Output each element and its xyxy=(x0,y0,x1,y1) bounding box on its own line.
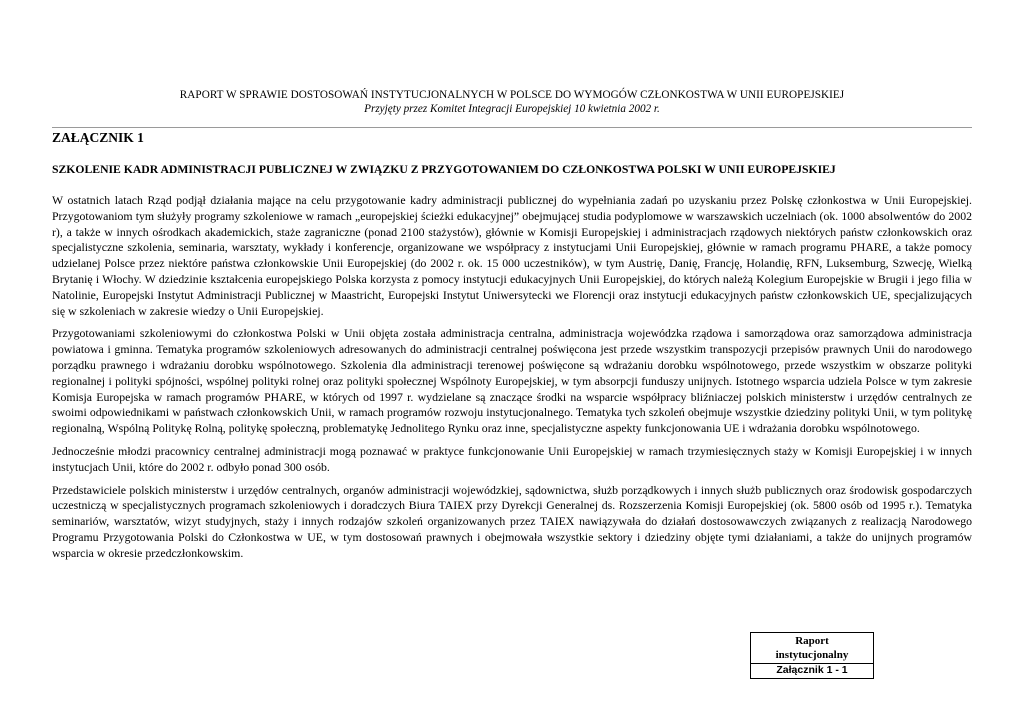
stamp-title xyxy=(751,633,873,663)
stamp-line-2: instytucjonalny xyxy=(775,649,849,661)
section-title: SZKOLENIE KADR ADMINISTRACJI PUBLICZNEJ W ZWIĄZKU Z PRZYGOTOWANIEM DO CZŁONKOSTWA POLSKI W UNII EUROPEJSKIEJ xyxy=(52,163,836,176)
paragraph: Jednocześnie młodzi pracownicy centralnej administracji mogą poznawać w praktyce funkcjonowanie Unii Europejskiej w ramach trzymiesięcznych staży w Komisji Europejskiej i w innych instytucjach Unii, które do 2002 r. odbyło ponad 300 osób. xyxy=(52,443,972,474)
paragraph: Przedstawiciele polskich ministerstw i urzędów centralnych, organów administracji wojewódzkiej, sądownictwa, służb porządkowych i innych służb publicznych oraz środowisk gospodarczych uczestniczą w specjalistycznych programach szkoleniowych i doradczych Biura TAIEX przy Dyrekcji Generalnej ds. Rozszerzenia Komisji Europejskiej (ok. 5800 osób od 1995 r.). Tematyka seminariów, warsztatów, wizyt studyjnych, staży i innych rodzajów szkoleń organizowanych przez TAIEX nawiązywała do działań dostosowawczych związanych z realizacją Narodowego Programu Przygotowania Polski do Członkostwa w UE, w tym dostosowań prawnych i obejmowała wszystkie sektory i dziedziny objęte tymi działaniami, a także do unijnych programów wsparcia w okresie przedczłonkowskim. xyxy=(52,482,972,560)
page-stamp xyxy=(750,632,874,679)
paragraph: W ostatnich latach Rząd podjął działania mające na celu przygotowanie kadry administracji publicznej do wypełniania zadań po uzyskaniu przez Polskę członkostwa w Unii Europejskiej. Przygotowaniom tym służyły programy szkoleniowe w ramach „europejskiej ścieżki edukacyjnej” obejmującej studia podyplomowe w warszawskich uczelniach (ok. 1000 absolwentów do 2002 r), a także w innych ośrodkach akademickich, staże zagraniczne (ponad 2100 stażystów), głównie w Komisji Europejskiej i administracjach rządowych niektórych państw członkowskich oraz specjalistyczne szkolenia, seminaria, warsztaty, wykłady i konferencje, organizowane we współpracy z instytucjami Unii Europejskiej, głównie w ramach programu PHARE, a także pomocy udzielanej Polsce przez niektóre państwa członkowskie Unii Europejskiej (do 2002 r. ok. 15 000 uczestników), w tym Austrię, Danię, Francję, Holandię, RFN, Luksemburg, Szwecję, Wielką Brytanię i Włochy. W dziedzinie kształcenia europejskiego Polska korzysta z pomocy instytucji edukacyjnych Unii Europejskiej, do których należą Kolegium Europejskie w Brugii i jego filia w Natolinie, Europejski Instytut Administracji Publicznej w Maastricht, Europejski Instytut Uniwersytecki we Florencji oraz instytucji edukacyjnych państw członkowskich UE, specjalizujących się w szkoleniach w zakresie wiedzy o Unii Europejskiej. xyxy=(52,193,972,318)
document-body xyxy=(52,193,972,569)
paragraph: Przygotowaniami szkoleniowymi do członkostwa Polski w Unii objęta została administracja centralna, administracja wojewódzka rządowa i samorządowa oraz samorządowa administracja powiatowa i gminna. Tematyka programów szkoleniowych adresowanych do administracji centralnej poświęcona jest przede wszystkim transpozycji przepisów prawnych Unii do narodowego porządku prawnego i wdrażaniu dorobku wspólnotowego. Szkolenia dla administracji terenowej poświęcone są wdrażaniu dorobku wspólnotowego, przede wszystkim w obszarze polityki regionalnej i polityki spójności, wspólnej polityki rolnej oraz polityki społecznej Wspólnoty Europejskiej, w tym absorpcji funduszy unijnych. Istotnego wsparcia udziela Polsce w tym zakresie Komisja Europejska w ramach programów PHARE, w których od 1997 r. wydzielane są znaczące środki na wsparcie współpracy bliźniaczej polskich ministerstw i urzędów centralnych ze swoimi odpowiednikami w państwach członkowskich Unii, w ramach programów rozwoju instytucjonalnego. Tematyka tych szkoleń obejmuje wszystkie dziedziny polityki Unii, w tym politykę regionalną, Wspólną Politykę Rolną, politykę społeczną, problematykę Jednolitego Rynku oraz inne, specjalistyczne aspekty funkcjonowania UE i wdrażania dorobku wspólnotowego. xyxy=(52,326,972,436)
annex-heading: ZAŁĄCZNIK 1 xyxy=(52,130,144,145)
header-divider xyxy=(52,127,972,128)
document-header xyxy=(52,88,972,116)
report-title: RAPORT W SPRAWIE DOSTOSOWAŃ INSTYTUCJONALNYCH W POLSCE DO WYMOGÓW CZŁONKOSTWA W UNII EUROPEJSKIEJ xyxy=(179,89,845,101)
stamp-footer: Załącznik 1 - 1 xyxy=(751,663,873,678)
stamp-line-1: Raport xyxy=(795,635,829,647)
report-subtitle: Przyjęty przez Komitet Integracji Europejskiej 10 kwietnia 2002 r. xyxy=(364,103,660,115)
